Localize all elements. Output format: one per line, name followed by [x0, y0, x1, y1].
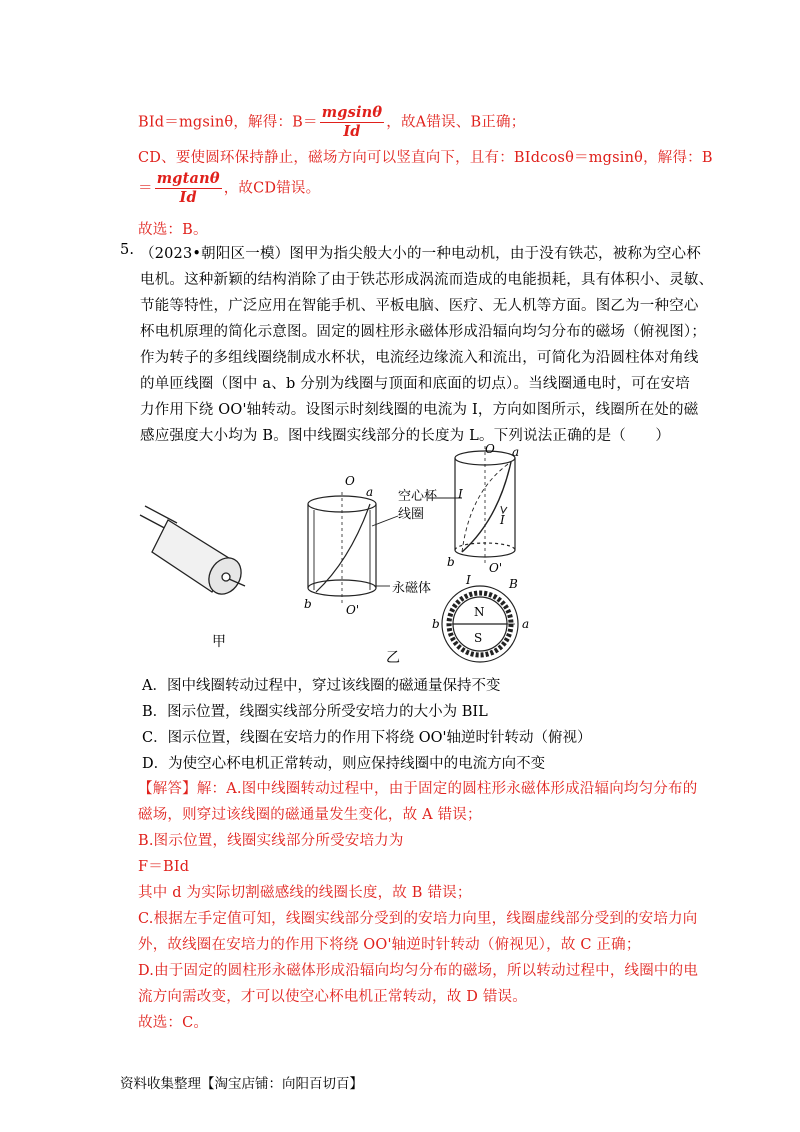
label-coil: 线圈: [398, 507, 425, 522]
motor-jia-drawing: [140, 506, 247, 600]
prev-l3-post: ，故CD错误。: [223, 180, 321, 197]
solution-line-5: 其中 d 为实际切割磁感线的线圈长度，故 B 错误；: [138, 885, 472, 901]
label-Oprime-2: O': [489, 561, 503, 575]
label-jia: 甲: [212, 634, 226, 650]
solution-line-10: 故选：C。: [138, 1015, 209, 1031]
label-S: S: [474, 631, 483, 645]
label-B: B: [509, 577, 518, 591]
prev-l3-pre: ＝: [138, 180, 153, 197]
solution-line-6: C.根据左手定值可知，线圈实线部分受到的安培力向里，线圈虚线部分受到的安培力向: [138, 911, 698, 927]
option-D: D．为使空心杯电机正常转动，则应保持线圈中的电流方向不变: [142, 756, 546, 772]
prev-l1-pre: BId＝mgsinθ，解得：B＝: [138, 114, 318, 131]
label-b-3: b: [432, 617, 440, 631]
single-coil-cylinder-drawing: [428, 446, 515, 564]
fraction-numerator: mgtanθ: [156, 170, 220, 187]
label-I-1: I: [458, 487, 463, 501]
label-O-2: O: [485, 442, 495, 456]
label-b-1: b: [304, 597, 312, 611]
question-line-7: 力作用下绕 OO'轴转动。设图示时刻线圈的电流为 I，方向如图所示，线圈所在处的磁: [140, 402, 699, 418]
label-a-3: a: [522, 617, 530, 631]
top-view-magnet-drawing: [442, 586, 518, 662]
label-a-2: a: [512, 445, 520, 459]
fraction-mgsin-over-Id: [320, 104, 385, 141]
solution-line-1: [138, 777, 697, 798]
label-magnet: 永磁体: [392, 581, 432, 596]
label-b-2: b: [447, 555, 455, 569]
fraction-mgtan-over-Id: [155, 170, 222, 207]
prev-l1-post: ，故A错误、B正确；: [386, 114, 526, 131]
label-I-2: I: [500, 513, 505, 527]
solution-line-2: 磁场，则穿过该线圈的磁通量发生变化，故 A 错误；: [138, 807, 482, 823]
prev-answer: 故选：B。: [138, 222, 208, 238]
question-line-6: 的单匝线圈（图中 a、b 分别为线圈与顶面和底面的切点）。当线圈通电时，可在安培: [140, 376, 690, 392]
cup-coil-drawing: [308, 492, 398, 605]
option-A: A．图中线圈转动过程中，穿过该线圈的磁通量保持不变: [142, 678, 501, 694]
label-Oprime-1: O': [346, 603, 360, 617]
label-cup-coil: 空心杯: [398, 489, 438, 504]
page-footer: 资料收集整理【淘宝店铺：向阳百切百】: [120, 1076, 363, 1092]
prev-solution-line-3: [138, 170, 320, 207]
question-line-8: 感应强度大小均为 B。图中线圈实线部分的长度为 L。下列说法正确的是（ ）: [140, 428, 671, 444]
label-yi: 乙: [386, 650, 400, 666]
question-line-4: 杯电机原理的简化示意图。固定的圆柱形永磁体形成沿辐向均匀分布的磁场（俯视图）；: [140, 324, 707, 340]
solution-line-9: 流方向需改变，才可以使空心杯电机正常转动，故 D 错误。: [138, 989, 527, 1005]
option-C: C．图示位置，线圈在安培力的作用下将绕 OO'轴逆时针转动（俯视）: [142, 730, 592, 746]
solution-line-1-text: 解：A.图中线圈转动过程中，由于固定的圆柱形永磁体形成沿辐向均匀分布的: [196, 781, 698, 797]
solution-line-7: 外，故线圈在安培力的作用下将绕 OO'轴逆时针转动（俯视见），故 C 正确；: [138, 937, 641, 953]
label-N: N: [474, 605, 485, 619]
label-a-1: a: [366, 485, 374, 499]
fraction-numerator: mgsinθ: [321, 104, 383, 121]
fraction-denominator: Id: [179, 189, 197, 206]
question-number: 5.: [120, 242, 135, 258]
figure-motor-diagram: [0, 440, 800, 670]
question-line-5: 作为转子的多组线圈绕制成水杯状，电流经边缘流入和流出，可简化为沿圆柱体对角线: [140, 350, 699, 366]
solution-tag: 【解答】: [138, 781, 197, 797]
fraction-denominator: Id: [343, 123, 361, 140]
label-I-3: I: [466, 573, 471, 587]
solution-line-8: D.由于固定的圆柱形永磁体形成沿辐向均匀分布的磁场，所以转动过程中，线圈中的电: [138, 963, 699, 979]
question-line-1: （2023•朝阳区一模）图甲为指尖般大小的一种电动机，由于没有铁芯，被称为空心杯: [140, 246, 701, 262]
prev-solution-line-1: [138, 104, 525, 141]
solution-line-4: F＝BId: [138, 859, 190, 875]
question-line-2: 电机。这种新颖的结构消除了由于铁芯形成涡流而造成的电能损耗，具有体积小、灵敏、: [140, 272, 714, 288]
prev-solution-line-2: CD、要使圆环保持静止，磁场方向可以竖直向下，且有：BIdcosθ＝mgsinθ，解得：B: [138, 150, 713, 166]
solution-line-3: B.图示位置，线圈实线部分所受安培力为: [138, 833, 404, 849]
option-B: B．图示位置，线圈实线部分所受安培力的大小为 BIL: [142, 704, 488, 720]
question-line-3: 节能等特性，广泛应用在智能手机、平板电脑、医疗、无人机等方面。图乙为一种空心: [140, 298, 699, 314]
label-O-1: O: [345, 474, 355, 488]
